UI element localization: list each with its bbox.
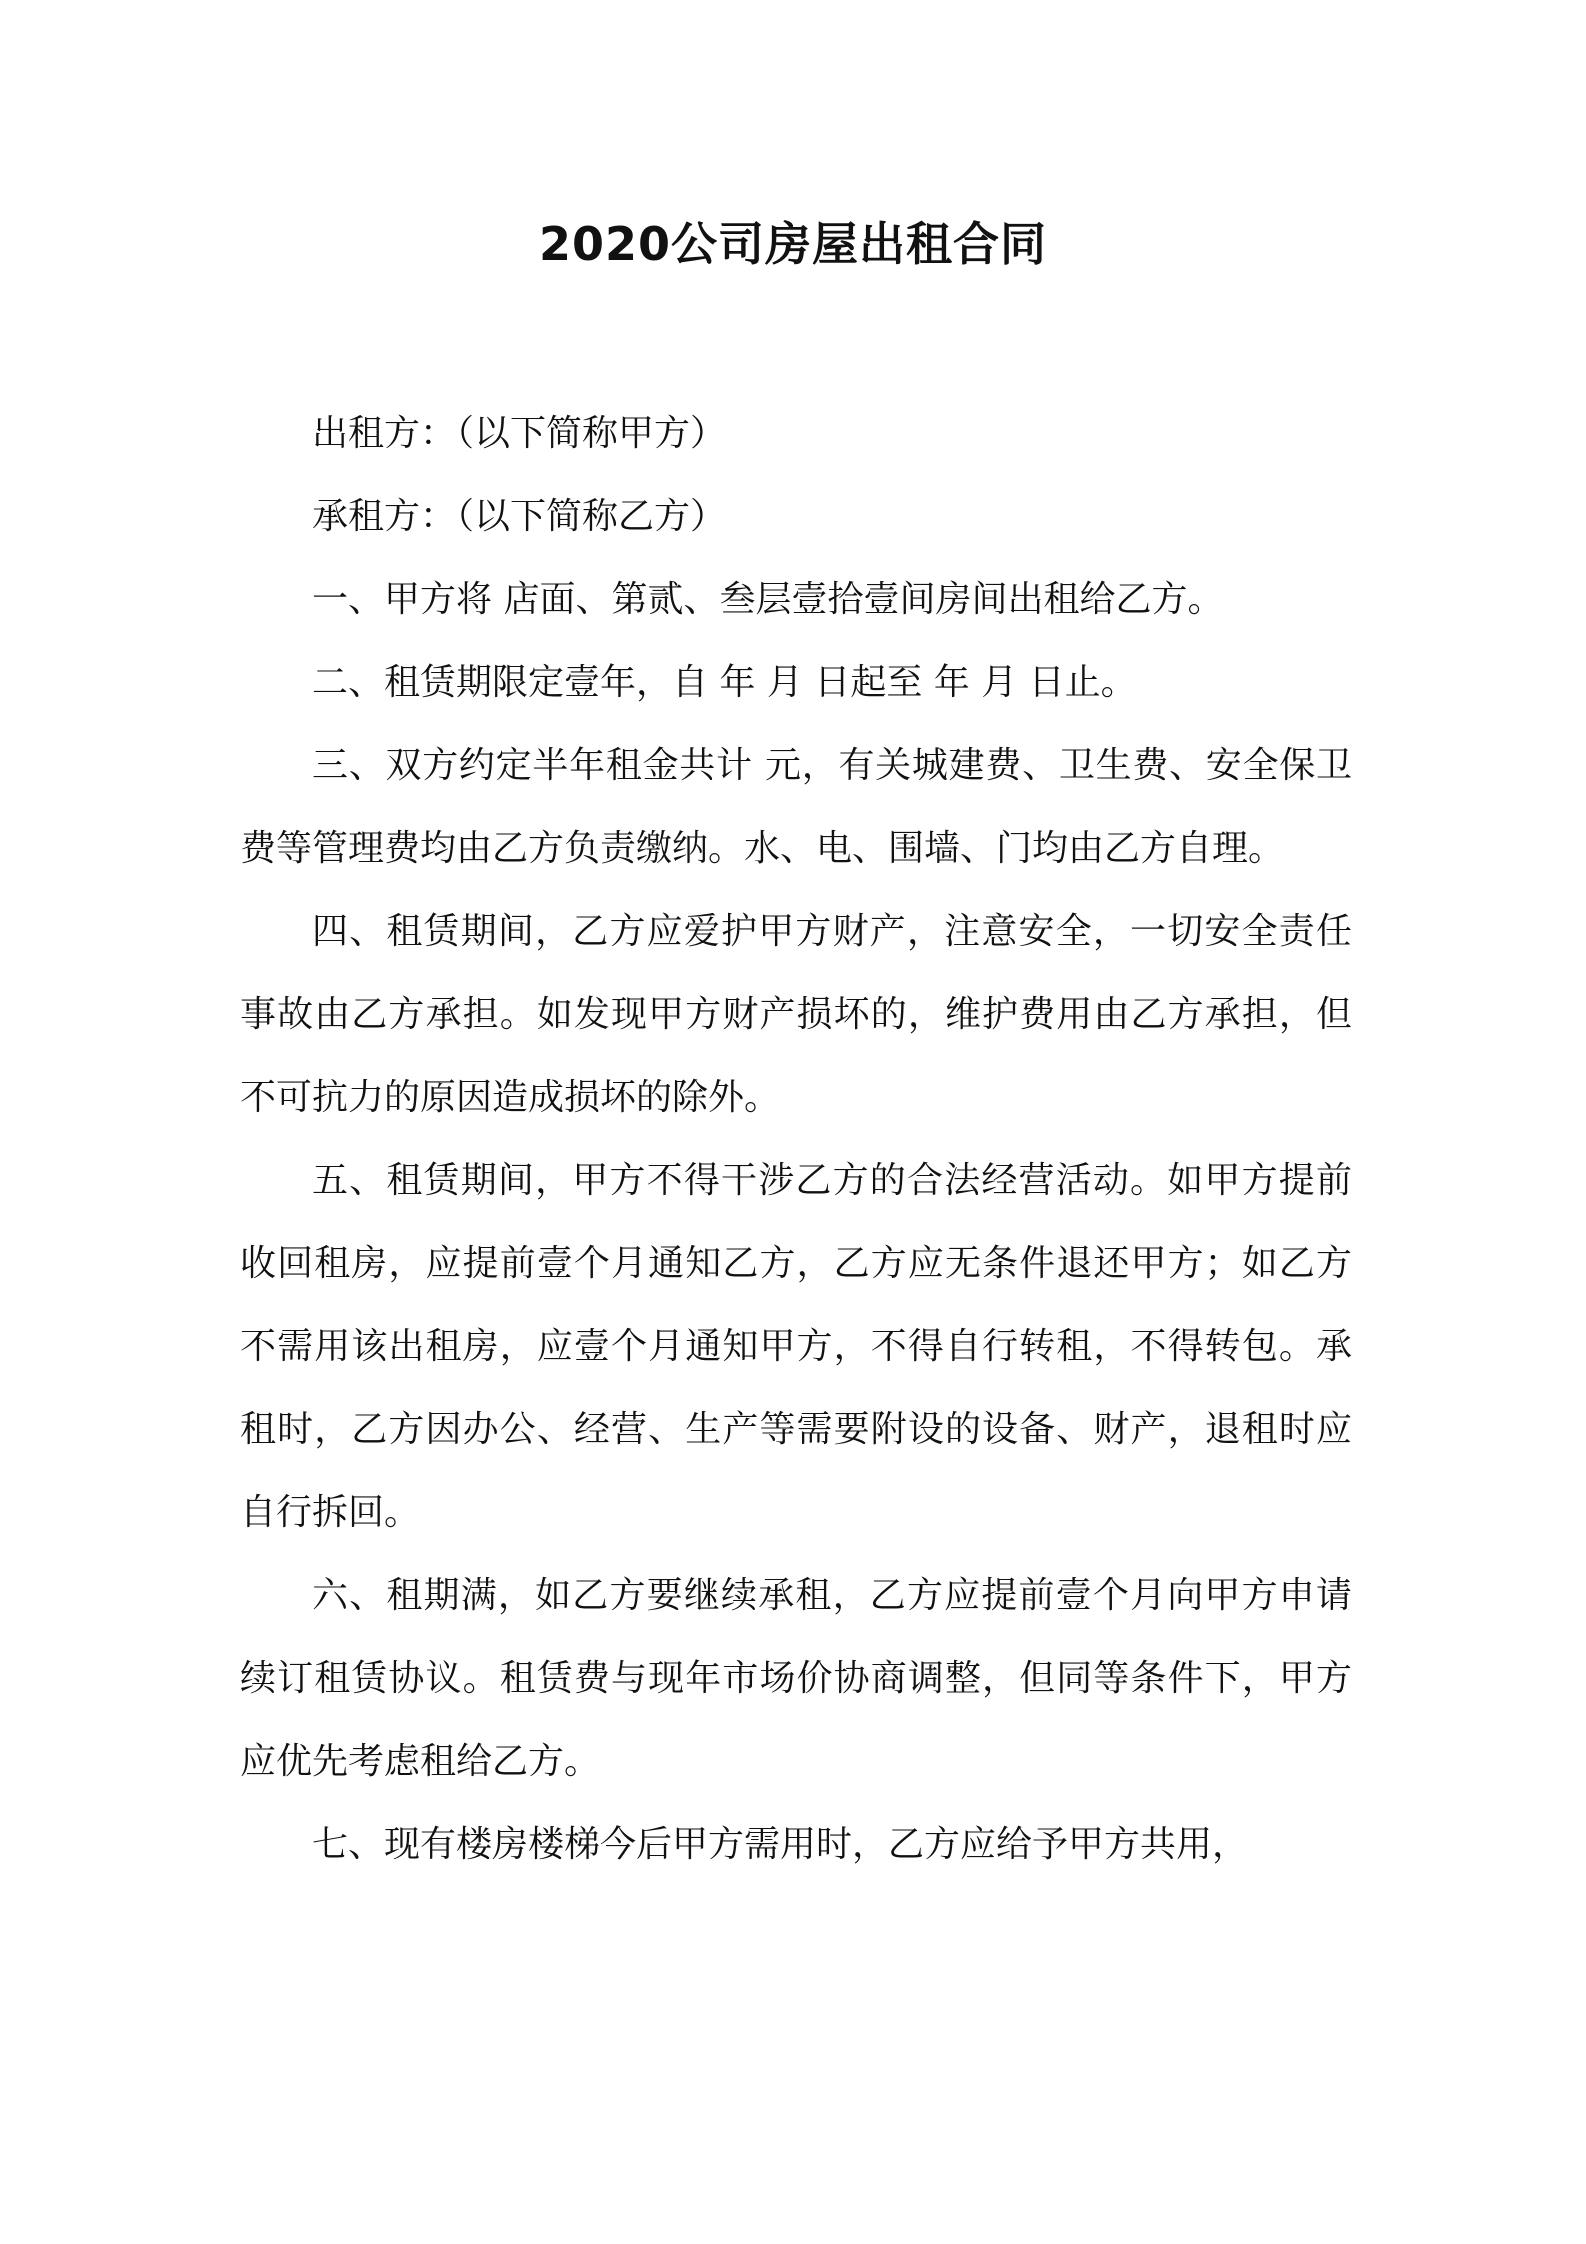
document-title: 2020公司房屋出租合同: [538, 217, 1048, 271]
clause-5: 五、租赁期间，甲方不得干涉乙方的合法经营活动。如甲方提前收回租房，应提前壹个月通知乙方，乙方应无条件退还甲方；如乙方不需用该出租房，应壹个月通知甲方，不得自行转租，不得转包。承租时，乙方因办公、经营、生产等需要附设的设备、财产，退租时应自行拆回。: [240, 1160, 1352, 1533]
clause-3: 三、双方约定半年租金共计 元，有关城建费、卫生费、安全保卫费等管理费均由乙方负责缴纳。水、电、围墙、门均由乙方自理。: [240, 745, 1352, 869]
clause-2: 二、租赁期限定壹年，自 年 月 日起至 年 月 日止。: [312, 662, 1137, 703]
clause-6: 六、租期满，如乙方要继续承租，乙方应提前壹个月向甲方申请续订租赁协议。租赁费与现年市场价协商调整，但同等条件下，甲方应优先考虑租给乙方。: [240, 1575, 1352, 1782]
party-b-line: 承租方：（以下简称乙方）: [312, 496, 727, 537]
clause-4: 四、租赁期间，乙方应爱护甲方财产，注意安全，一切安全责任事故由乙方承担。如发现甲方财产损坏的，维护费用由乙方承担，但不可抗力的原因造成损坏的除外。: [240, 911, 1352, 1118]
clause-1: 一、甲方将 店面、第贰、叁层壹拾壹间房间出租给乙方。: [312, 579, 1224, 620]
party-a-line: 出租方：（以下简称甲方）: [312, 413, 727, 454]
document-body: [240, 392, 1352, 1886]
clause-7: 七、现有楼房楼梯今后甲方需用时，乙方应给予甲方共用，: [312, 1824, 1249, 1865]
